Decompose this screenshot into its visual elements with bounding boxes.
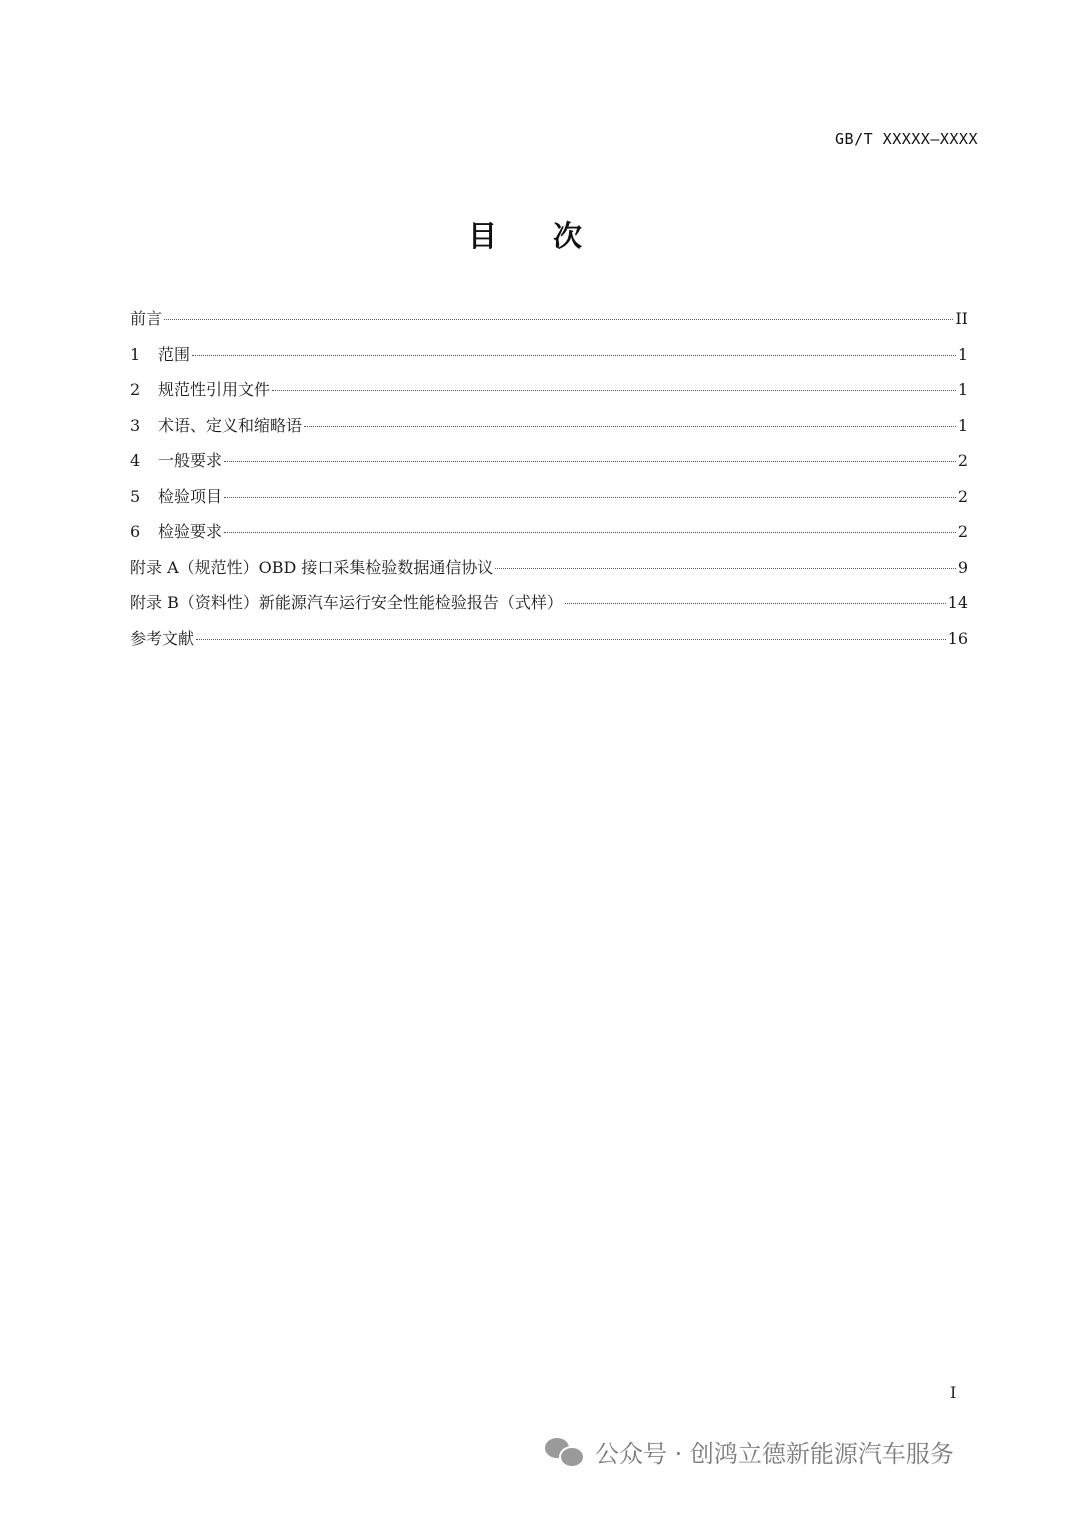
toc-entry-label: 一般要求 — [158, 451, 223, 470]
watermark — [545, 1434, 954, 1469]
toc-entry-inspection-requirements[interactable] — [130, 520, 968, 556]
toc-entry-label: 范围 — [158, 344, 191, 364]
toc-leader-dots — [565, 603, 946, 604]
toc-entry-label: 检验项目 — [158, 486, 223, 506]
toc-entry-page: 1 — [957, 380, 968, 399]
page-number: I — [950, 1383, 957, 1402]
watermark-text: 公众号 · 创鸿立德新能源汽车服务 — [595, 1440, 954, 1468]
toc-entry-inspection-items[interactable] — [130, 485, 968, 521]
toc-entry-label: 前言 — [130, 309, 163, 328]
toc-leader-dots — [224, 497, 956, 498]
toc-entry-general-requirements[interactable] — [130, 449, 968, 485]
table-of-contents — [130, 307, 968, 662]
toc-entry-number: 5 — [130, 486, 141, 506]
toc-entry-label: 检验要求 — [158, 522, 223, 541]
toc-leader-dots — [164, 319, 953, 320]
toc-entry-number: 2 — [130, 380, 141, 399]
toc-entry-foreword[interactable] — [130, 307, 968, 343]
toc-entry-terms[interactable] — [130, 414, 968, 450]
toc-leader-dots — [304, 426, 956, 427]
toc-entry-label: 术语、定义和缩略语 — [158, 415, 303, 435]
toc-entry-number: 4 — [130, 451, 141, 470]
toc-entry-page: 16 — [947, 628, 968, 648]
toc-leader-dots — [224, 532, 956, 533]
standard-code: GB/T XXXXX—XXXX — [835, 130, 978, 148]
toc-entry-label: 附录 A（规范性）OBD 接口采集检验数据通信协议 — [130, 557, 494, 577]
wechat-icon — [545, 1436, 585, 1468]
toc-entry-bibliography[interactable] — [130, 627, 968, 663]
toc-entry-annex-a[interactable] — [130, 556, 968, 592]
toc-leader-dots — [192, 355, 956, 356]
toc-leader-dots — [224, 461, 956, 462]
toc-leader-dots — [196, 639, 946, 640]
toc-leader-dots — [495, 568, 955, 569]
toc-entry-page: 1 — [957, 415, 968, 435]
toc-entry-page: II — [955, 309, 968, 328]
toc-entry-number: 3 — [130, 415, 141, 435]
toc-entry-page: 2 — [957, 486, 968, 506]
toc-entry-label: 附录 B（资料性）新能源汽车运行安全性能检验报告（式样） — [130, 593, 563, 612]
toc-entry-label: 参考文献 — [130, 628, 195, 648]
toc-entry-number: 1 — [130, 344, 141, 364]
toc-entry-page: 9 — [957, 557, 968, 577]
toc-entry-label: 规范性引用文件 — [158, 380, 271, 399]
toc-entry-annex-b[interactable] — [130, 591, 968, 627]
toc-entry-page: 2 — [957, 451, 968, 470]
toc-entry-normative-references[interactable] — [130, 378, 968, 414]
toc-leader-dots — [272, 390, 956, 391]
toc-entry-page: 2 — [957, 522, 968, 541]
toc-entry-scope[interactable] — [130, 343, 968, 379]
toc-title: 目次 — [467, 219, 638, 253]
toc-entry-number: 6 — [130, 522, 141, 541]
toc-entry-page: 14 — [947, 593, 968, 612]
toc-entry-page: 1 — [957, 344, 968, 364]
